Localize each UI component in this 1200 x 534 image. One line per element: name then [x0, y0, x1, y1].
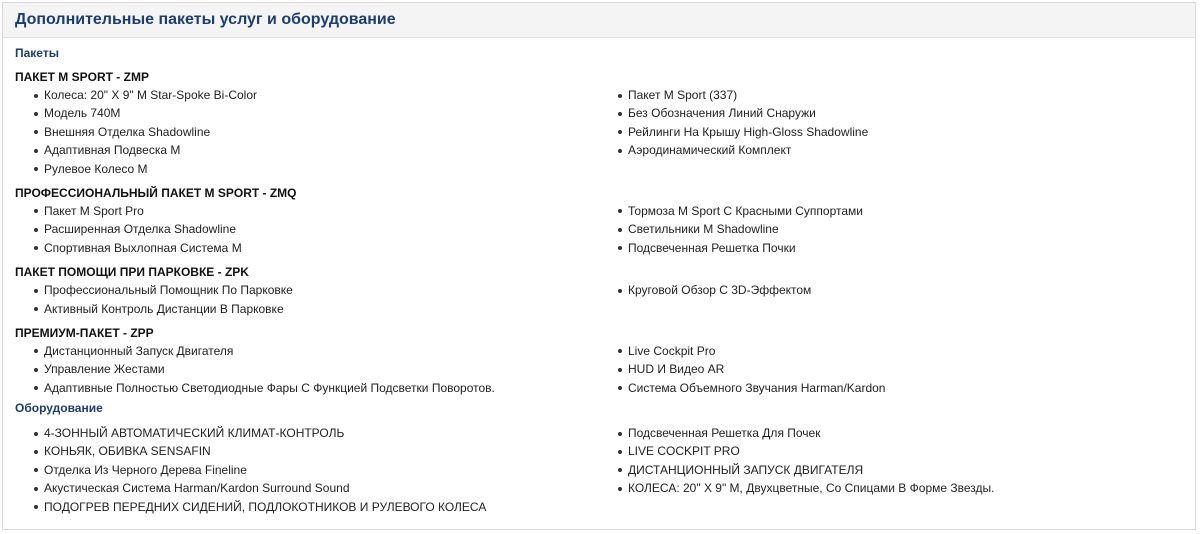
package-block	[15, 68, 1183, 178]
package-block	[15, 263, 1183, 318]
package-right-list	[599, 281, 1183, 318]
package-columns	[15, 86, 1183, 178]
list-item: Подсвеченная Решетка Для Почек	[599, 424, 1183, 442]
list-item: Тормоза M Sport С Красными Суппортами	[599, 202, 1183, 220]
list-item: Активный Контроль Дистанции В Парковке	[15, 300, 599, 318]
package-title: ПАКЕТ M SPORT - ZMP	[15, 70, 149, 84]
package-right-list	[599, 202, 1183, 257]
list-item: ПОДОГРЕВ ПЕРЕДНИХ СИДЕНИЙ, ПОДЛОКОТНИКОВ И РУЛЕВОГО КОЛЕСА	[15, 498, 599, 516]
list-item: Внешняя Отделка Shadowline	[15, 123, 599, 141]
package-left-list	[15, 281, 599, 318]
list-item: Спортивная Выхлопная Система M	[15, 239, 599, 257]
list-item: Аэродинамический Комплект	[599, 141, 1183, 159]
list-item: LIVE COCKPIT PRO	[599, 442, 1183, 460]
package-title: ПРОФЕССИОНАЛЬНЫЙ ПАКЕТ M SPORT - ZMQ	[15, 185, 297, 200]
list-item: Пакет M Sport (337)	[599, 86, 1183, 104]
package-block	[15, 184, 1183, 257]
package-columns	[15, 202, 1183, 257]
list-item: КОЛЕСА: 20" X 9" M, Двухцветные, Со Спицами В Форме Звезды.	[599, 479, 1183, 497]
list-item: Акустическая Система Harman/Kardon Surround Sound	[15, 479, 599, 497]
list-item: Рулевое Колесо M	[15, 160, 599, 178]
package-right-list	[599, 342, 1183, 397]
panel-title: Дополнительные пакеты услуг и оборудование	[15, 11, 396, 28]
list-item: 4-ЗОННЫЙ АВТОМАТИЧЕСКИЙ КЛИМАТ-КОНТРОЛЬ	[15, 424, 599, 442]
panel-content	[3, 44, 1195, 516]
packages-section-label: Пакеты	[15, 46, 59, 60]
list-item: Адаптивные Полностью Светодиодные Фары С Функцией Подсветки Поворотов.	[15, 379, 599, 397]
package-left-list	[15, 202, 599, 257]
list-item: Модель 740M	[15, 104, 599, 122]
list-item: Пакет M Sport Pro	[15, 202, 599, 220]
list-item: Круговой Обзор С 3D-Эффектом	[599, 281, 1183, 299]
list-item: Дистанционный Запуск Двигателя	[15, 342, 599, 360]
list-item: Светильники M Shadowline	[599, 220, 1183, 238]
list-item: Рейлинги На Крышу High-Gloss Shadowline	[599, 123, 1183, 141]
list-item: КОНЬЯК, ОБИВКА SENSAFIN	[15, 442, 599, 460]
list-item: Профессиональный Помощник По Парковке	[15, 281, 599, 299]
package-columns	[15, 281, 1183, 318]
package-right-list	[599, 86, 1183, 178]
list-item: Без Обозначения Линий Снаружи	[599, 104, 1183, 122]
list-item: Система Объемного Звучания Harman/Kardon	[599, 379, 1183, 397]
package-left-list	[15, 86, 599, 178]
package-title: ПАКЕТ ПОМОЩИ ПРИ ПАРКОВКЕ - ZPK	[15, 265, 249, 280]
packages-panel	[2, 2, 1196, 530]
list-item: Отделка Из Черного Дерева Fineline	[15, 461, 599, 479]
list-item: Live Cockpit Pro	[599, 342, 1183, 360]
list-item: Адаптивная Подвеска M	[15, 141, 599, 159]
equipment-section-label: Оборудование	[15, 401, 103, 416]
list-item: Расширенная Отделка Shadowline	[15, 220, 599, 238]
equipment-columns	[15, 424, 1183, 516]
list-item: HUD И Видео AR	[599, 360, 1183, 378]
package-title: ПРЕМИУМ-ПАКЕТ - ZPP	[15, 325, 154, 340]
package-left-list	[15, 342, 599, 397]
package-columns	[15, 342, 1183, 397]
list-item: Колеса: 20" X 9" M Star-Spoke Bi-Color	[15, 86, 599, 104]
list-item: Подсвеченная Решетка Почки	[599, 239, 1183, 257]
panel-header	[3, 3, 1195, 38]
equipment-left-list	[15, 424, 599, 516]
list-item: Управление Жестами	[15, 360, 599, 378]
equipment-right-list	[599, 424, 1183, 516]
package-block	[15, 324, 1183, 397]
list-item: ДИСТАНЦИОННЫЙ ЗАПУСК ДВИГАТЕЛЯ	[599, 461, 1183, 479]
